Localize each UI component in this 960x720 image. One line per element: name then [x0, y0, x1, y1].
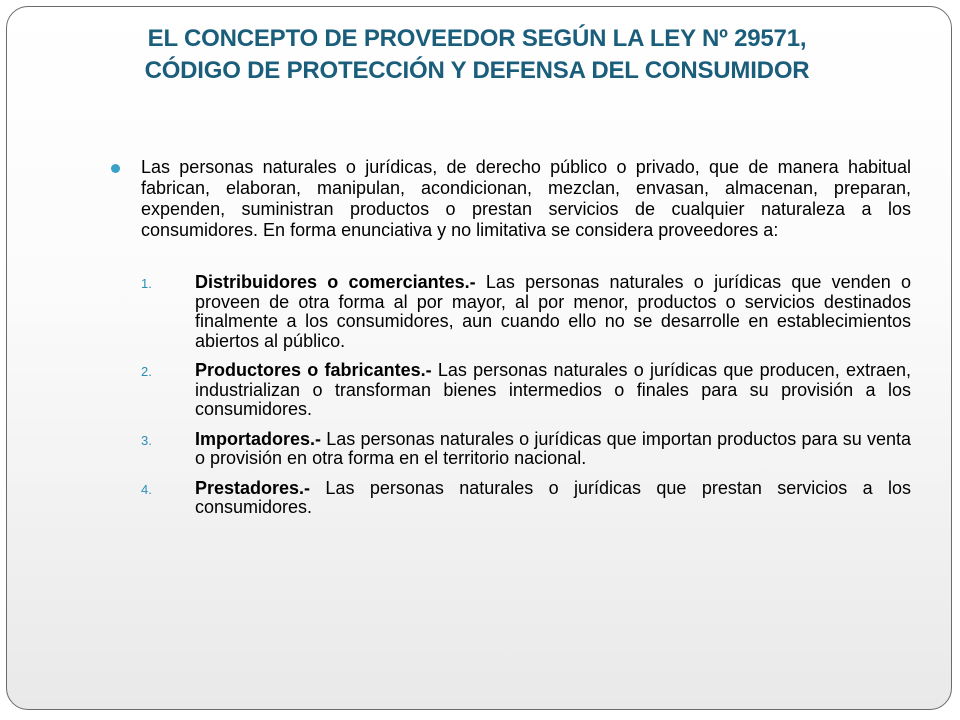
slide [6, 6, 952, 710]
list-item [141, 361, 911, 420]
slide-body [111, 157, 911, 528]
list-item-term: Importadores.- [195, 428, 322, 449]
list-item-description: Las personas naturales o jurídicas que venden o proveen de otra forma al por mayor, al por menor, productos o servicios destinados finalmente a los consumidores, aun cuando ello no se desarrolle en establecimientos abiertos al público. [195, 272, 911, 351]
list-item [141, 273, 911, 351]
list-item-number: 2. [141, 364, 152, 379]
list-item-description: Las personas naturales o jurídicas que prestan servicios a los consumidores. [195, 477, 911, 517]
title-line-1: EL CONCEPTO DE PROVEEDOR SEGÚN LA LEY Nº 29571, [147, 25, 807, 52]
list-item [141, 430, 911, 469]
list-item [141, 479, 911, 518]
list-item-number: 3. [141, 432, 152, 448]
list-item-number: 1. [141, 276, 152, 291]
list-item-number: 4. [141, 481, 152, 497]
intro-bullet [111, 157, 911, 241]
list-item-term: Productores o fabricantes.- [195, 360, 432, 380]
intro-paragraph: Las personas naturales o jurídicas, de derecho público o privado, que de manera habitual fabrican, elaboran, manipulan, acondicionan, mezclan, envasan, almacenan, preparan, expenden, suministran productos o prestan servicios de cualquier naturaleza a los consumidores. En forma enunciativa y no limitativa se considera proveedores a: [141, 157, 911, 240]
list-item-term: Distribuidores o comerciantes.- [195, 272, 476, 292]
slide-title [47, 23, 907, 87]
list-item-description: Las personas naturales o jurídicas que producen, extraen, industrializan o transforman bienes intermedios o finales para su provisión a los consumidores. [195, 360, 911, 419]
title-line-2: CÓDIGO DE PROTECCIÓN Y DEFENSA DEL CONSUMIDOR [144, 57, 810, 84]
bullet-dot-icon [111, 164, 120, 173]
list-item-description: Las personas naturales o jurídicas que importan productos para su venta o provisión en otra forma en el territorio nacional. [195, 428, 911, 468]
provider-list [141, 273, 911, 518]
list-item-term: Prestadores.- [195, 477, 311, 498]
